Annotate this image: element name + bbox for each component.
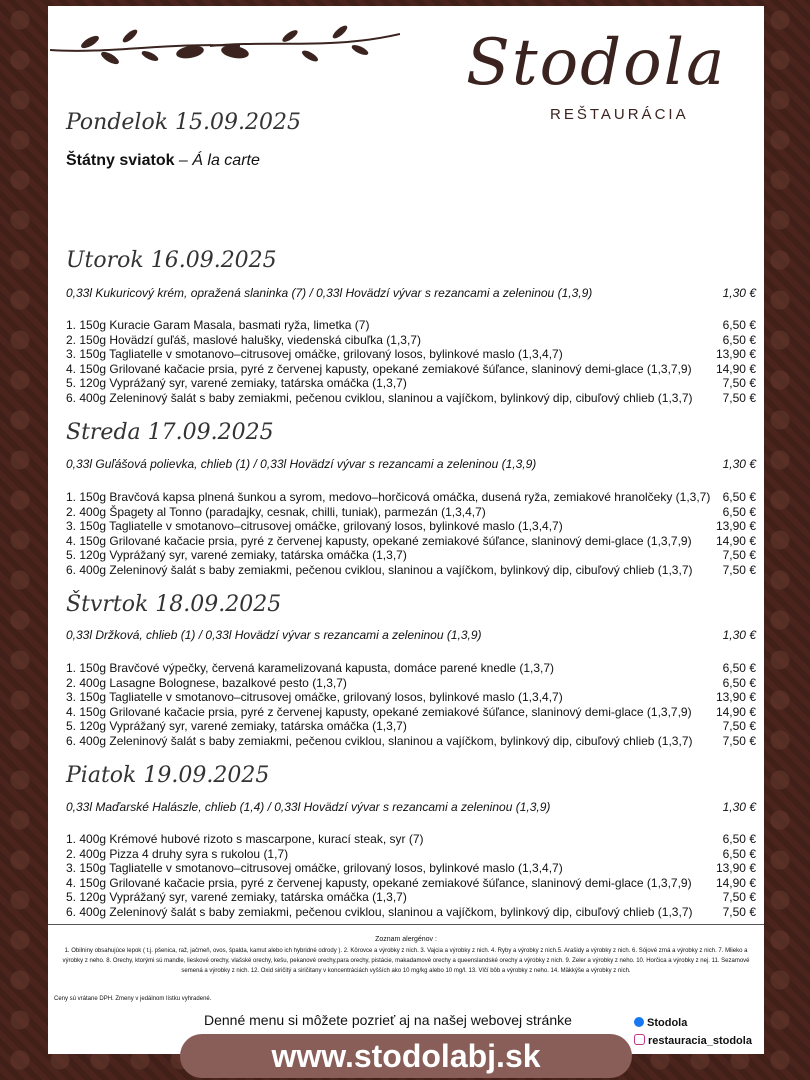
menu-item-text: 6. 400g Zeleninový šalát s baby zemiakmi, pečenou cviklou, slaninou a vajíčkom, bylinkový dip, cibuľový chlieb (1,3,7) bbox=[66, 562, 693, 577]
menu-item-price: 14,90 € bbox=[715, 875, 756, 890]
menu-item-price: 6,50 € bbox=[722, 846, 756, 861]
instagram-icon bbox=[634, 1034, 645, 1045]
menu-item bbox=[66, 719, 756, 734]
soup-text: 0,33l Držková, chlieb (1) / 0,33l Hovädzí vývar s rezancami a zeleninou (1,3,9) bbox=[66, 628, 482, 642]
soup-price: 1,30 € bbox=[722, 457, 756, 471]
menu-item-price: 7,50 € bbox=[722, 733, 756, 748]
menu-item-text: 6. 400g Zeleninový šalát s baby zemiakmi, pečenou cviklou, slaninou a vajíčkom, bylinkový dip, cibuľový chlieb (1,3,7) bbox=[66, 904, 693, 919]
holiday-subtitle: – Á la carte bbox=[174, 152, 260, 169]
soup-text: 0,33l Maďarské Halászle, chlieb (1,4) / 0,33l Hovädzí vývar s rezancami a zeleninou (1,3,9) bbox=[66, 800, 551, 814]
menu-item-price: 6,50 € bbox=[722, 504, 756, 519]
menu-item-text: 1. 400g Krémové hubové rizoto s mascarpone, kurací steak, syr (7) bbox=[66, 832, 424, 846]
menu-item bbox=[66, 661, 756, 676]
menu-item-text: 5. 120g Vyprážaný syr, varené zemiaky, tatárska omáčka (1,3,7) bbox=[66, 719, 407, 733]
menu-item-text: 6. 400g Zeleninový šalát s baby zemiakmi, pečenou cviklou, slaninou a vajíčkom, bylinkový dip, cibuľový chlieb (1,3,7) bbox=[66, 733, 693, 748]
menu-item bbox=[66, 519, 756, 534]
menu-item bbox=[66, 505, 756, 520]
leaf-ornament-icon bbox=[50, 20, 400, 70]
menu-item-price: 6,50 € bbox=[722, 318, 756, 332]
allergens-list: 1. Obilniny obsahujúce lepok ( t.j. pšenica, raž, jačmeň, ovos, špalda, kamut alebo ich hybridné odrody ). 2. Kôrovce a výrobky z nich. 3. Vajcia a výrobky z nich. 4. Ryby a výrobky z nich.5. Arašidy a výrobky z nich. 6. Sójové zrná a výrobky z nich. 7. Mlieko a výrobky z neho. 8. Orechy, ktorými sú mandle, lieskové orechy, vlašské orechy, kešu, pekanové orechy,para orechy, pistácie, makadamové orechy a queenslandské orechy a výrobky z nich. 9. Zeler a výrobky z neho. 10. Horčica a výrobky z nej. 11. Sezamové semená a výrobky z nich. 12. Oxid siričitý a siričitany v koncentráciách vyšších ako 10 mg/kg alebo 10 mg/l. 13. Vlčí bôb a výrobky z neho. 14. Mäkkýše a výrobky z nich. bbox=[62, 948, 750, 974]
vat-note: Ceny sú vrátane DPH. Zmeny v jedálnom lístku vyhradené. bbox=[54, 996, 212, 1002]
soup-price: 1,30 € bbox=[722, 286, 756, 300]
menu-item-price: 7,50 € bbox=[722, 890, 756, 904]
menu-item bbox=[66, 705, 756, 720]
facebook-icon bbox=[634, 1017, 644, 1027]
menu-item-price: 6,50 € bbox=[722, 490, 756, 504]
menu-item bbox=[66, 876, 756, 891]
day-heading-monday: Pondelok 15.09.2025 bbox=[66, 110, 301, 135]
menu-item bbox=[66, 534, 756, 549]
menu-item-text: 3. 150g Tagliatelle v smotanovo–citrusovej omáčke, grilovaný losos, bylinkové maslo (1,3,4,7) bbox=[66, 347, 563, 361]
menu-item-price: 7,50 € bbox=[722, 719, 756, 733]
menu-item-text: 3. 150g Tagliatelle v smotanovo–citrusovej omáčke, grilovaný losos, bylinkové maslo (1,3,4,7) bbox=[66, 861, 563, 875]
holiday-note bbox=[66, 152, 260, 170]
menu-item-price: 6,50 € bbox=[722, 675, 756, 690]
menu-item bbox=[66, 362, 756, 377]
instagram-handle: restauracia_stodola bbox=[648, 1035, 752, 1047]
menu-item bbox=[66, 832, 756, 847]
menu-item bbox=[66, 734, 756, 749]
menu-item bbox=[66, 861, 756, 876]
menu-item-price: 7,50 € bbox=[722, 548, 756, 562]
menu-item-price: 14,90 € bbox=[715, 704, 756, 719]
brand-name: Stodola bbox=[466, 26, 727, 100]
menu-item-price: 14,90 € bbox=[715, 533, 756, 548]
website-link[interactable]: www.stodolabj.sk bbox=[180, 1034, 632, 1078]
menu-item-text: 1. 150g Bravčová kapsa plnená šunkou a syrom, medovo–horčicová omáčka, dusená ryža, zemiakové hranolčeky (1,3,7) bbox=[66, 490, 711, 504]
allergens-title: Zoznam alergénov : bbox=[375, 936, 437, 943]
menu-item-text: 6. 400g Zeleninový šalát s baby zemiakmi, pečenou cviklou, slaninou a vajíčkom, bylinkový dip, cibuľový chlieb (1,3,7) bbox=[66, 390, 693, 405]
day-heading-friday: Piatok 19.09.2025 bbox=[66, 763, 270, 788]
menu-item-price: 13,90 € bbox=[715, 347, 756, 361]
menu-item-price: 6,50 € bbox=[722, 332, 756, 347]
menu-item bbox=[66, 347, 756, 362]
menu-item-price: 7,50 € bbox=[722, 390, 756, 405]
day-heading-tuesday: Utorok 16.09.2025 bbox=[66, 248, 277, 273]
menu-item bbox=[66, 676, 756, 691]
facebook-link[interactable] bbox=[634, 1017, 687, 1029]
menu-item-text: 2. 400g Lasagne Bolognese, bazalkové pesto (1,3,7) bbox=[66, 675, 347, 690]
menu-item-price: 14,90 € bbox=[715, 361, 756, 376]
menu-sheet bbox=[48, 6, 764, 1054]
menu-item-price: 6,50 € bbox=[722, 661, 756, 675]
menu-item-text: 4. 150g Grilované kačacie prsia, pyré z červenej kapusty, opekané zemiakové šúľance, slaninový demi-glace (1,3,7,9) bbox=[66, 704, 692, 719]
menu-item-text: 5. 120g Vyprážaný syr, varené zemiaky, tatárska omáčka (1,3,7) bbox=[66, 548, 407, 562]
menu-item-price: 6,50 € bbox=[722, 832, 756, 846]
menu-item bbox=[66, 847, 756, 862]
soup-price: 1,30 € bbox=[722, 800, 756, 814]
menu-item-text: 2. 150g Hovädzí guľáš, maslové halušky, viedenská cibuľka (1,3,7) bbox=[66, 332, 421, 347]
soup-text: 0,33l Kukuricový krém, opražená slaninka (7) / 0,33l Hovädzí vývar s rezancami a zeleninou (1,3,9) bbox=[66, 286, 593, 300]
day-heading-thursday: Štvrtok 18.09.2025 bbox=[66, 592, 282, 617]
menu-item-price: 13,90 € bbox=[715, 519, 756, 533]
menu-item bbox=[66, 333, 756, 348]
menu-item bbox=[66, 563, 756, 578]
menu-item-text: 3. 150g Tagliatelle v smotanovo–citrusovej omáčke, grilovaný losos, bylinkové maslo (1,3,4,7) bbox=[66, 690, 563, 704]
day-heading-wednesday: Streda 17.09.2025 bbox=[66, 420, 274, 445]
menu-item-text: 1. 150g Bravčové výpečky, červená karamelizovaná kapusta, domáce parené knedle (1,3,7) bbox=[66, 661, 555, 675]
soup-row-wednesday bbox=[66, 457, 756, 471]
soup-row-friday bbox=[66, 800, 756, 814]
menu-item-price: 7,50 € bbox=[722, 562, 756, 577]
menu-item bbox=[66, 548, 756, 563]
menu-item-price: 13,90 € bbox=[715, 690, 756, 704]
footer-divider bbox=[48, 924, 764, 925]
online-menu-note: Denné menu si môžete pozrieť aj na našej webovej stránke bbox=[204, 1012, 572, 1028]
instagram-link[interactable] bbox=[634, 1034, 752, 1047]
menu-item-text: 4. 150g Grilované kačacie prsia, pyré z červenej kapusty, opekané zemiakové šúľance, slaninový demi-glace (1,3,7,9) bbox=[66, 875, 692, 890]
brand-subtitle: REŠTAURÁCIA bbox=[550, 106, 689, 123]
holiday-title: Štátny sviatok bbox=[66, 152, 175, 169]
menu-item-text: 4. 150g Grilované kačacie prsia, pyré z červenej kapusty, opekané zemiakové šúľance, slaninový demi-glace (1,3,7,9) bbox=[66, 361, 692, 376]
menu-item-text: 3. 150g Tagliatelle v smotanovo–citrusovej omáčke, grilovaný losos, bylinkové maslo (1,3,4,7) bbox=[66, 519, 563, 533]
menu-item bbox=[66, 376, 756, 391]
menu-item bbox=[66, 490, 756, 505]
soup-row-tuesday bbox=[66, 286, 756, 300]
soup-text: 0,33l Guľášová polievka, chlieb (1) / 0,33l Hovädzí vývar s rezancami a zeleninou (1,3,9) bbox=[66, 457, 537, 471]
menu-item bbox=[66, 318, 756, 333]
menu-item bbox=[66, 905, 756, 920]
menu-item-text: 4. 150g Grilované kačacie prsia, pyré z červenej kapusty, opekané zemiakové šúľance, slaninový demi-glace (1,3,7,9) bbox=[66, 533, 692, 548]
menu-item bbox=[66, 890, 756, 905]
menu-item-text: 5. 120g Vyprážaný syr, varené zemiaky, tatárska omáčka (1,3,7) bbox=[66, 376, 407, 390]
brand-logo bbox=[466, 26, 756, 136]
menu-item-text: 2. 400g Špagety al Tonno (paradajky, cesnak, chilli, tuniak), parmezán (1,3,4,7) bbox=[66, 504, 486, 519]
facebook-handle: Stodola bbox=[647, 1017, 688, 1029]
menu-item-price: 7,50 € bbox=[722, 904, 756, 919]
soup-price: 1,30 € bbox=[722, 628, 756, 642]
menu-item-price: 7,50 € bbox=[722, 376, 756, 390]
menu-item-text: 2. 400g Pizza 4 druhy syra s rukolou (1,7) bbox=[66, 846, 289, 861]
soup-row-thursday bbox=[66, 628, 756, 642]
menu-item-text: 1. 150g Kuracie Garam Masala, basmati ryža, limetka (7) bbox=[66, 318, 370, 332]
menu-item bbox=[66, 391, 756, 406]
menu-item-text: 5. 120g Vyprážaný syr, varené zemiaky, tatárska omáčka (1,3,7) bbox=[66, 890, 407, 904]
menu-item bbox=[66, 690, 756, 705]
menu-item-price: 13,90 € bbox=[715, 861, 756, 875]
